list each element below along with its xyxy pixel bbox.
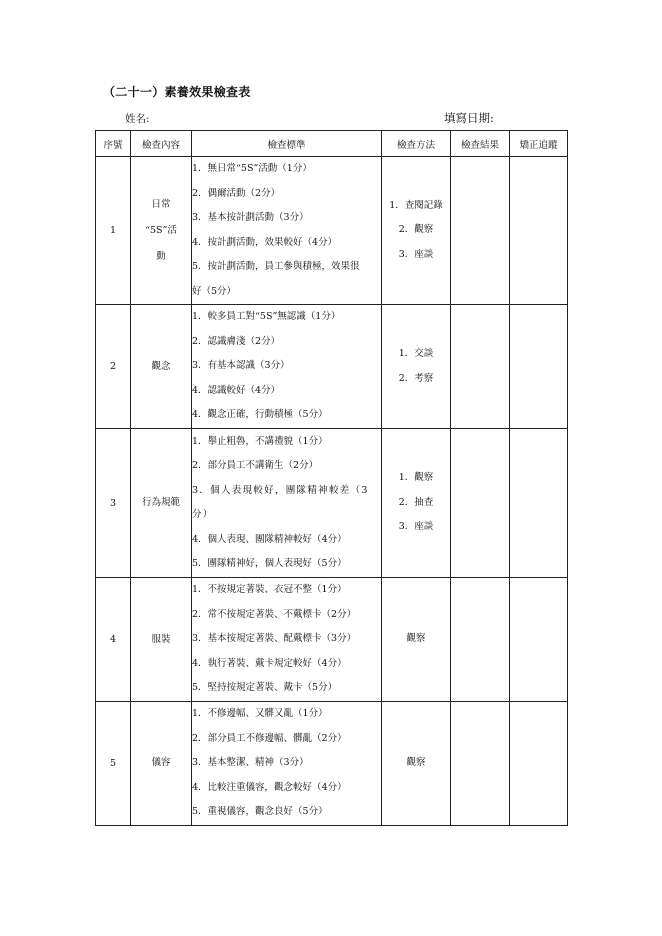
method-item: 2．考察 — [398, 372, 434, 384]
check-standard — [192, 429, 382, 578]
check-standard — [192, 305, 382, 429]
check-method — [382, 429, 451, 578]
standard-item: 4．按計劃活動，效果較好（4分） — [192, 236, 338, 248]
method-item: 3．座談 — [398, 248, 434, 260]
row-number: 4 — [96, 578, 131, 702]
table-row — [96, 157, 568, 305]
standard-item: 2．偶爾活動（2分） — [192, 187, 281, 199]
tracking-cell[interactable] — [510, 157, 568, 305]
name-label: 姓名: — [125, 113, 150, 125]
method-item: 1．觀察 — [398, 472, 434, 484]
method-item: 3．座談 — [398, 521, 434, 533]
standard-item: 1．較多員工對“5S”無認識（1分） — [192, 311, 341, 323]
check-result-cell[interactable] — [451, 702, 510, 826]
check-content-line: 日常 — [151, 198, 171, 210]
standard-item: 3．基本按計劃活動（3分） — [192, 212, 309, 223]
check-content — [131, 429, 192, 578]
standard-item: 2．部分員工不講衛生（2分） — [192, 460, 319, 471]
check-method — [382, 702, 451, 826]
header-tracking: 矯正追蹤 — [510, 131, 568, 157]
header-row — [96, 131, 568, 157]
tracking-cell[interactable] — [510, 305, 568, 429]
method-item: 1．查閱記錄 — [389, 199, 443, 211]
check-standard — [192, 157, 382, 305]
check-content-line: 服裝 — [151, 633, 171, 645]
standard-item: 3．基本按規定著裝、配戴標卡（3分） — [192, 633, 357, 645]
tracking-cell[interactable] — [510, 702, 568, 826]
check-content-line: 動 — [156, 250, 166, 262]
check-result-cell[interactable] — [451, 429, 510, 578]
check-standard — [192, 578, 382, 702]
row-number: 2 — [96, 305, 131, 429]
method-item: 2．觀察 — [398, 224, 434, 236]
check-content — [131, 702, 192, 826]
tracking-cell[interactable] — [510, 429, 568, 578]
standard-item: 好（5分） — [192, 285, 237, 297]
header-seq: 序號 — [96, 131, 131, 157]
fill-date-label: 填寫日期: — [444, 111, 494, 125]
check-result-cell[interactable] — [451, 578, 510, 702]
header-content: 檢查內容 — [131, 131, 192, 157]
method-item: 觀察 — [406, 757, 426, 768]
check-method — [382, 578, 451, 702]
standard-item: 5．堅持按規定著裝、戴卡（5分） — [192, 682, 338, 694]
standard-item: 4．個人表現、團隊精神較好（4分） — [192, 533, 347, 545]
method-item: 觀察 — [406, 633, 426, 645]
standard-item: 4．觀念正確，行動積極（5分） — [192, 409, 328, 421]
table-row — [96, 578, 568, 702]
standard-item: 1．不按規定著裝、衣冠不整（1分） — [192, 584, 347, 596]
standard-item: 1．舉止粗魯，不講禮貌（1分） — [192, 435, 328, 447]
check-content — [131, 157, 192, 305]
standard-item: 5．重視儀容，觀念良好（5分） — [192, 806, 328, 817]
table-row — [96, 305, 568, 429]
standard-item: 1．無日常“5S”活動（1分） — [192, 163, 312, 174]
standard-item: 3．有基本認識（3分） — [192, 360, 290, 372]
header-result: 檢查結果 — [451, 131, 510, 157]
check-content-line: 行為規範 — [141, 497, 180, 508]
check-content-line: 觀念 — [151, 360, 171, 372]
document-title: （二十一）素養效果檢查表 — [103, 85, 251, 99]
check-content-line: 儀容 — [151, 757, 171, 769]
table-row — [96, 702, 568, 826]
header-standard: 檢查標準 — [192, 131, 382, 157]
standard-item: 4．比較注重儀容，觀念較好（4分） — [192, 781, 347, 793]
row-number: 5 — [96, 702, 131, 826]
check-method — [382, 157, 451, 305]
check-result-cell[interactable] — [451, 157, 510, 305]
standard-item: 2．部分員工不修邊幅、髒亂（2分） — [192, 732, 347, 744]
check-content — [131, 305, 192, 429]
method-item: 1．交談 — [398, 348, 434, 359]
check-method — [382, 305, 451, 429]
method-item: 2．抽查 — [398, 496, 434, 508]
standard-item: 2．認識膚淺（2分） — [192, 335, 281, 347]
standard-item: 5．按計劃活動，員工參與積極，效果很 — [192, 261, 360, 272]
table-row — [96, 429, 568, 578]
tracking-cell[interactable] — [510, 578, 568, 702]
standard-item: 1．不修邊幅、又髒又亂（1分） — [192, 708, 328, 719]
standard-item: 4．認識較好（4分） — [192, 384, 281, 396]
check-content — [131, 578, 192, 702]
standard-item: 5．團隊精神好，個人表現好（5分） — [192, 558, 347, 569]
row-number: 3 — [96, 429, 131, 578]
check-standard — [192, 702, 382, 826]
standard-item: 4．執行著裝、戴卡規定較好（4分） — [192, 657, 347, 669]
check-content-line: “5S”活 — [145, 224, 177, 236]
standard-item: 3．基本整潔、精神（3分） — [192, 757, 309, 768]
row-number: 1 — [96, 157, 131, 305]
standard-item: 2．常不按規定著裝、不戴標卡（2分） — [192, 608, 357, 620]
standard-item: 3．個人表現較好，團隊精神較差（3分） — [192, 484, 369, 520]
header-method: 檢查方法 — [382, 131, 451, 157]
check-result-cell[interactable] — [451, 305, 510, 429]
inspection-table — [95, 130, 568, 826]
